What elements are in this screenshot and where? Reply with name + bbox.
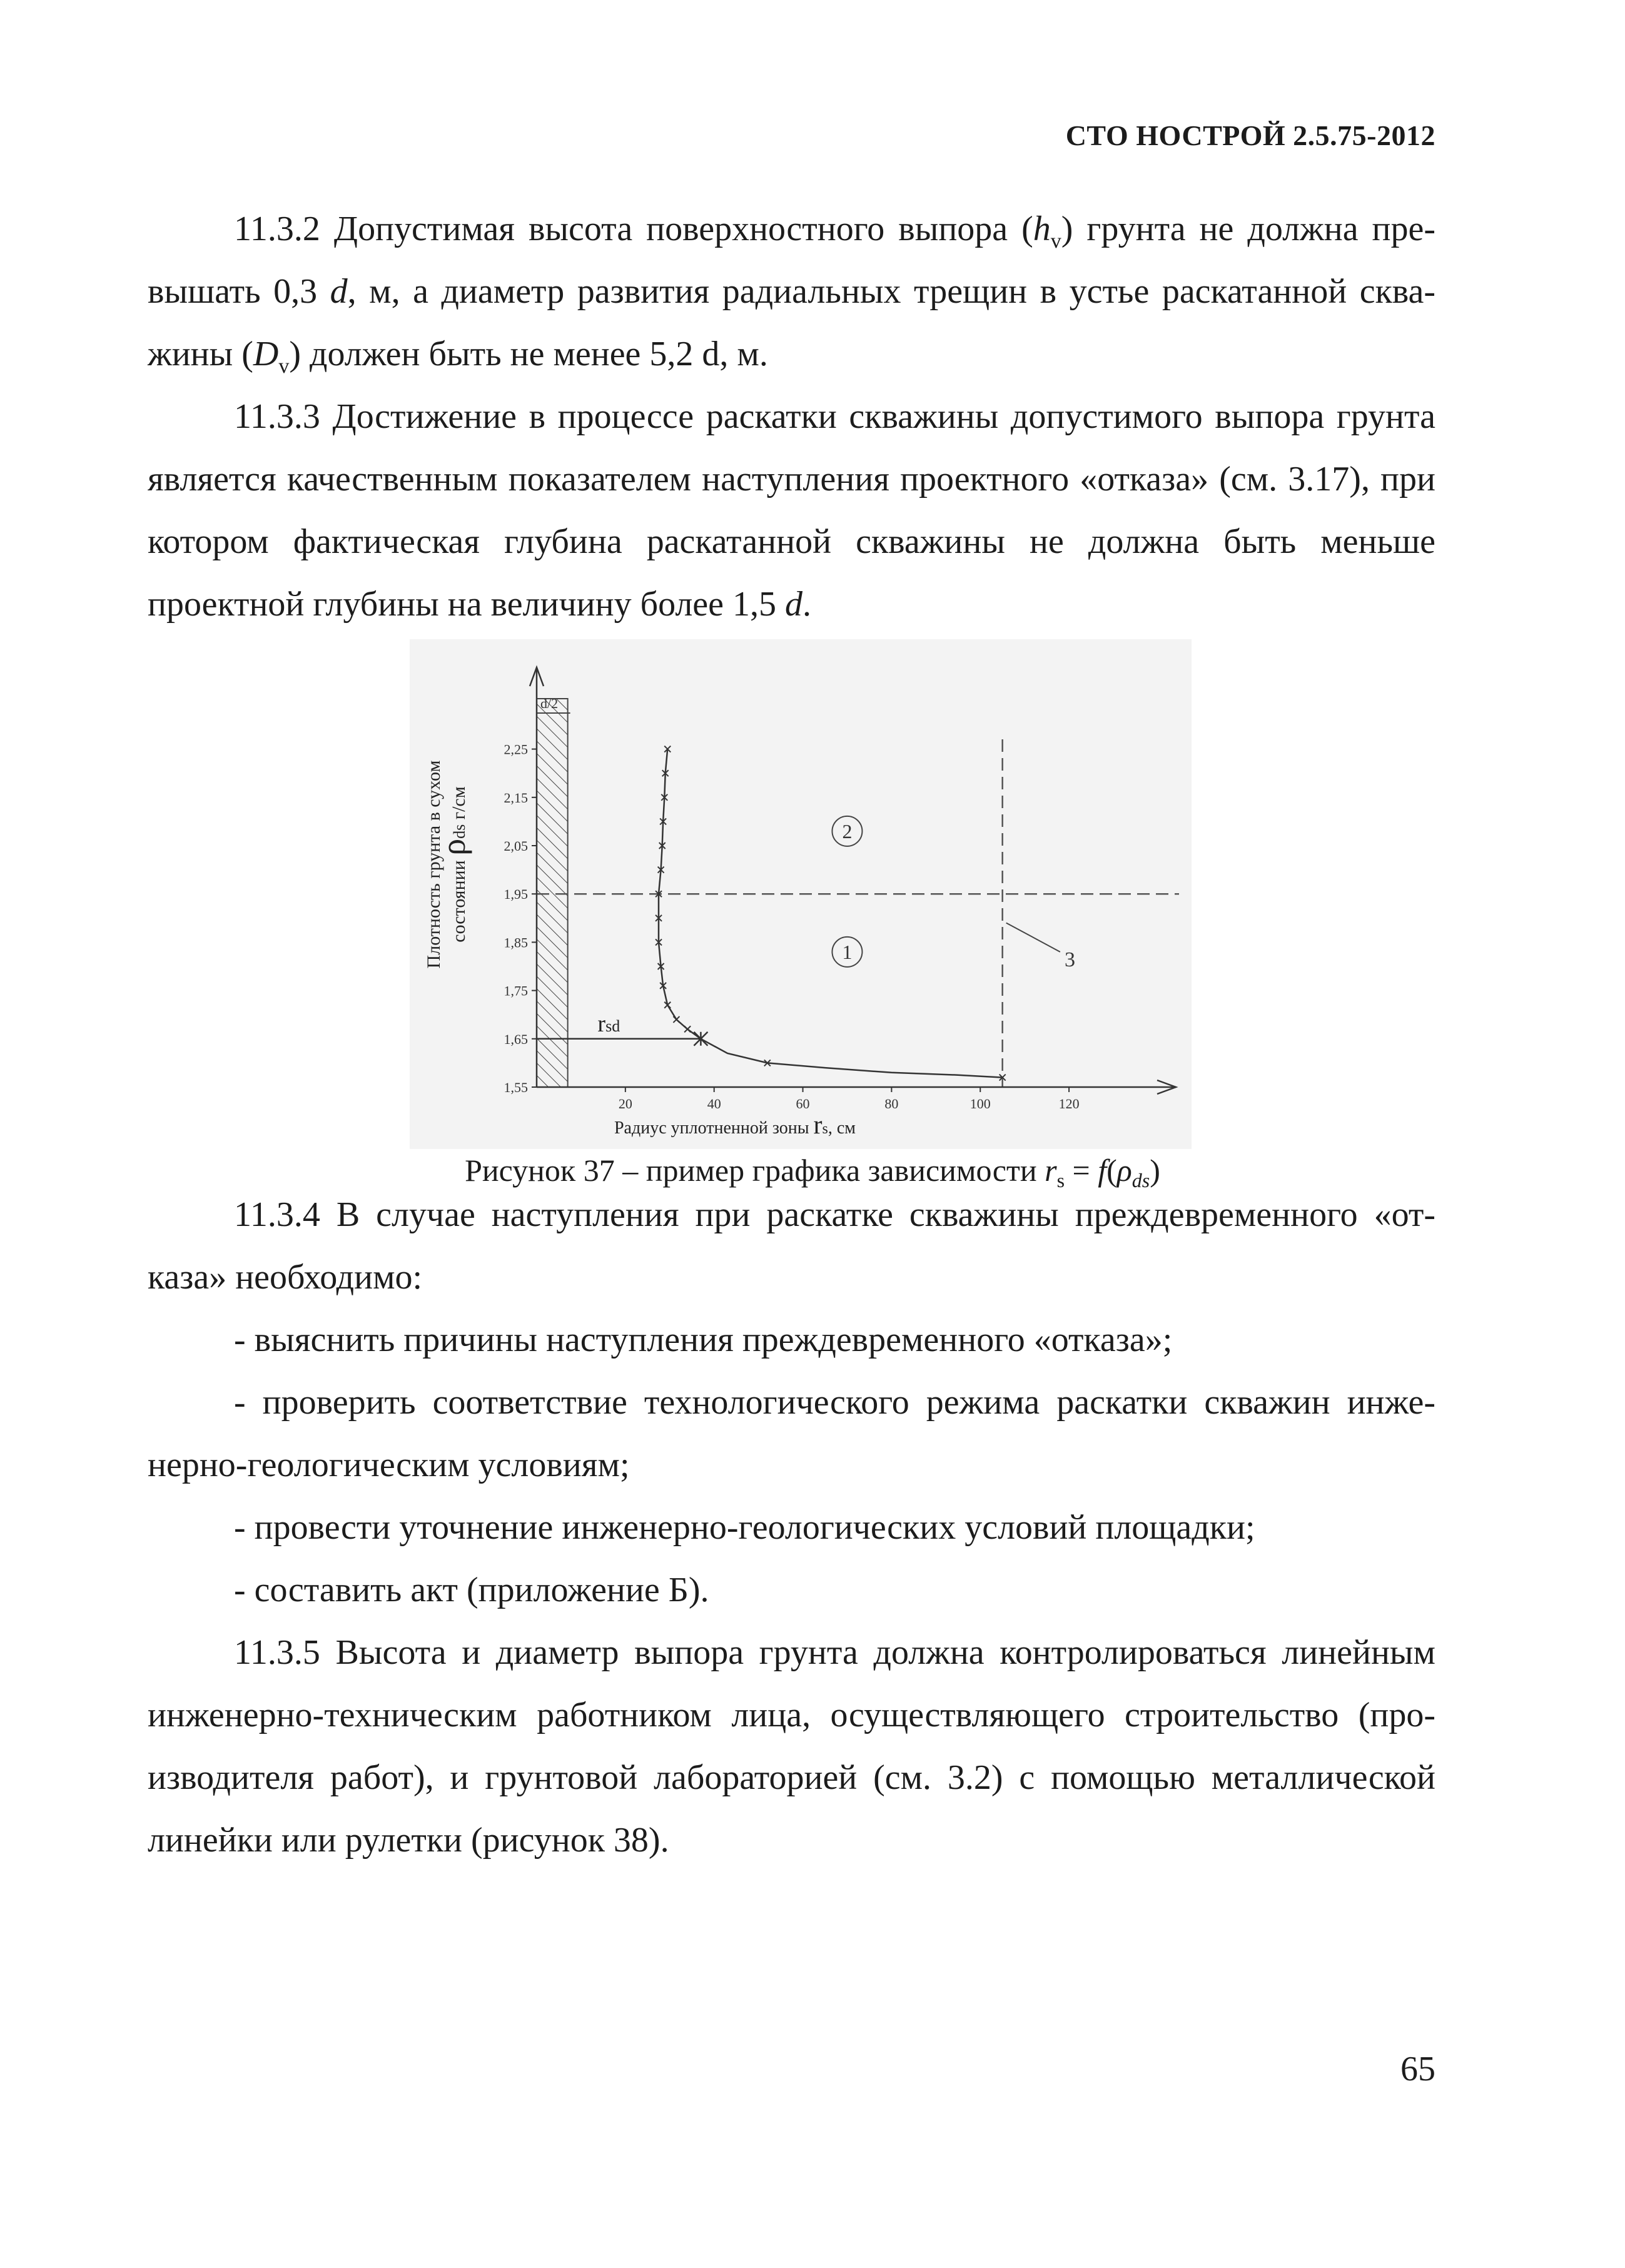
series-curve	[659, 749, 1003, 1078]
document-header: СТО НОСТРОЙ 2.5.75-2012	[1065, 119, 1435, 151]
series-point	[684, 1026, 691, 1032]
hatched-band	[537, 699, 568, 1087]
y-ticks	[504, 742, 537, 1095]
paragraph-11-3-5: 11.3.5 Высота и диаметр выпора грунта должна контролироваться линейным инженерно-техническим работником лица, осуществляющего строительство (производителя работ), и грунтовой лабораторией (см. 3.2) с помощью металлической линейки или рулетки (рисунок 38).	[148, 1633, 1435, 1860]
paragraph-11-3-4: 11.3.4 В случае наступления при раскатке скважины преждевременного «отказа» необходимо:	[148, 1195, 1435, 1297]
chart-svg	[410, 639, 1192, 1149]
x-tick-label: 60	[796, 1096, 810, 1111]
paragraph-11-3-2: 11.3.2 Допустимая высота поверхностного выпора $(h_v)$ грунта не должна превышать 0,3 d, м, а диаметр развития радиальных трещин в устье раскатанной скважины $(D_v)$ должен быть не менее 5,2 d, м.	[148, 210, 1435, 378]
x-tick-label: 80	[884, 1096, 899, 1111]
figure-37-chart	[410, 639, 1192, 1149]
x-tick-label: 100	[969, 1096, 991, 1111]
x-ticks	[619, 1087, 1080, 1111]
svg-text:1: 1	[842, 940, 853, 963]
list-item-1: - выяснить причины наступления преждевременного «отказа»;	[234, 1320, 1173, 1359]
line-3-leader	[1006, 923, 1060, 952]
svg-text:2: 2	[842, 819, 853, 843]
list-item-3: - провести уточнение инженерно-геологических условий площадки;	[234, 1508, 1255, 1547]
y-tick-label: 1,75	[504, 983, 528, 999]
zone-1-label	[832, 937, 862, 967]
x-tick-label: 120	[1058, 1096, 1080, 1111]
svg-text:rsd: rsd	[597, 1010, 620, 1037]
list-item-4: - составить акт (приложение Б).	[234, 1571, 709, 1609]
svg-text:Радиус уплотненной зоны rs, см: Радиус уплотненной зоны rs, см	[614, 1111, 856, 1140]
svg-text:Плотность грунта в сухом: Плотность грунта в сухом	[423, 760, 444, 969]
y-tick-label: 2,15	[504, 789, 528, 806]
series-markers	[656, 746, 1006, 1081]
x-tick-label: 20	[618, 1096, 632, 1111]
band-label: d/2	[540, 696, 559, 711]
y-tick-label: 1,55	[504, 1080, 528, 1095]
y-axis-label	[423, 761, 472, 969]
y-tick-label: 2,05	[504, 838, 528, 854]
page-number: 65	[1400, 2050, 1435, 2088]
svg-text:состоянии ρds г/см: состоянии ρds г/см	[435, 786, 472, 943]
zone-2-label	[832, 816, 862, 846]
y-tick-label: 2,25	[504, 741, 528, 757]
text-block-bottom	[148, 1183, 1435, 1871]
text-block-top	[148, 198, 1435, 635]
x-tick-label: 40	[707, 1096, 721, 1111]
series-point	[673, 1016, 679, 1023]
y-tick-label: 1,95	[504, 886, 528, 903]
paragraph-11-3-3: 11.3.3 Достижение в процессе раскатки скважины допустимого выпора грунта является качественным показателем наступления проектного «отказа» (см. 3.17), при котором фактическая глубина раскатанной скважины не должна быть меньше проектной глубины на величину более 1,5 d.	[148, 397, 1435, 624]
line-3-label: 3	[1064, 948, 1075, 971]
y-tick-label: 1,85	[504, 934, 528, 951]
figure-caption: Рисунок 37 – пример графика зависимости $r_s = f(\rho_{ds})$	[465, 1153, 1160, 1192]
x-axis-label	[614, 1111, 856, 1140]
list-item-2: - проверить соответствие технологического режима раскатки скважин инженерно-геологическим условиям;	[148, 1383, 1435, 1484]
rsd-label	[597, 1011, 620, 1037]
y-tick-label: 1,65	[504, 1031, 528, 1047]
